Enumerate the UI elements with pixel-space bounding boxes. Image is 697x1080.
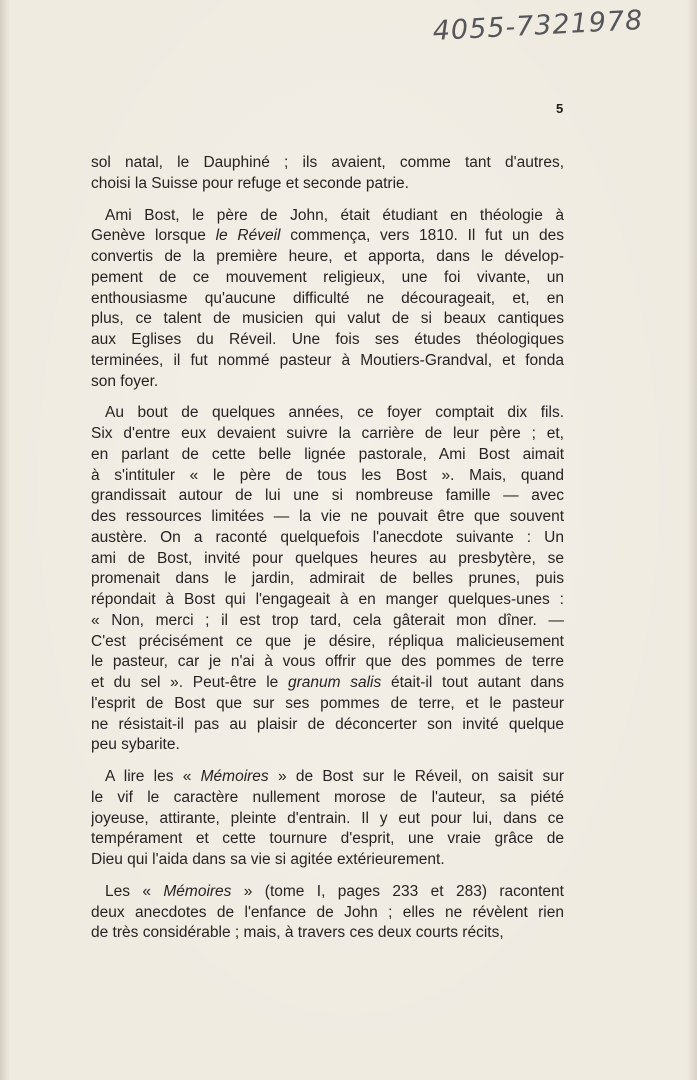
- text-line: aux Eglises du Réveil. Une fois ses études théologiques: [91, 331, 564, 348]
- text-line: joyeuse, attirante, pleinte d'entrain. Il y eut pour lui, dans ce: [91, 809, 564, 827]
- text-line: ne résistait-il pas au plaisir de déconcerter son invité quelque: [91, 715, 564, 733]
- text-line: « Non, merci ; il est trop tard, cela gâterait mon dîner. —: [91, 611, 564, 629]
- italic-text: Mémoires: [200, 768, 269, 785]
- text-line: peu sybarite.: [91, 736, 180, 754]
- text-line: en parlant de cette belle lignée pastorale, Ami Bost aimait: [91, 445, 564, 463]
- text-line: Genève lorsque le Réveil commença, vers 1810. Il fut un des: [91, 227, 564, 245]
- text-line: grandissait autour de lui une si nombreuse famille — avec: [91, 487, 564, 505]
- text-line: pement de ce mouvement religieux, une foi vivante, un: [91, 268, 564, 286]
- text-line: convertis de la première heure, et apporta, dans le dévelop-: [91, 248, 564, 265]
- text-line: des ressources limitées — la vie ne pouvait être que souvent: [91, 508, 564, 525]
- text-line: tempérament et cette tournure d'esprit, une vraie grâce de: [91, 830, 564, 848]
- text-line: ami de Bost, invité pour quelques heures au presbytère, se: [91, 549, 564, 567]
- text-line: Dieu qui l'aida dans sa vie si agitée extérieurement.: [91, 851, 445, 868]
- italic-text: granum salis: [287, 674, 382, 691]
- text-line: enthousiasme qu'aucune difficulté ne décourageait, et, en: [91, 289, 564, 307]
- text-line: austère. On a raconté quelquefois l'anecdote suivante : Un: [91, 528, 564, 546]
- paragraph-1: [91, 153, 564, 195]
- text-line: répondait à Bost qui l'engageait à en manger quelques-unes :: [91, 591, 564, 608]
- text-line: Ami Bost, le père de John, était étudiant en théologie à: [105, 206, 564, 224]
- page-edge-shadow-left: [0, 0, 10, 1080]
- paragraph-4: [91, 767, 564, 871]
- text-line: choisi la Suisse pour refuge et seconde patrie.: [91, 174, 409, 192]
- text-line: C'est précisément ce que je désire, répliqua malicieusement: [91, 632, 564, 650]
- handwritten-call-number: 4055-7321978: [432, 4, 645, 47]
- text-line: et du sel ». Peut-être le granum salis était-il tout autant dans: [91, 674, 564, 691]
- text-line: plus, ce talent de musicien qui valut de si beaux cantiques: [91, 310, 564, 328]
- paragraph-2: [91, 206, 564, 393]
- text-line: à s'intituler « le père de tous les Bost ». Mais, quand: [91, 466, 564, 484]
- text-line: de très considérable ; mais, à travers ces deux courts récits,: [91, 924, 504, 942]
- text-line: le vif le caractère nullement morose de l'auteur, sa piété: [91, 788, 564, 806]
- text-line: deux anecdotes de l'enfance de John ; elles ne révèlent rien: [91, 903, 564, 921]
- text-line: terminées, il fut nommé pasteur à Moutiers-Grandval, et fonda: [91, 351, 564, 369]
- text-line: l'esprit de Bost que sur ses pommes de terre, et le pasteur: [91, 694, 564, 712]
- text-line: promenait dans le jardin, admirait de belles prunes, puis: [91, 570, 564, 588]
- page-number: 5: [556, 101, 564, 116]
- text-line: le pasteur, car je n'ai à vous offrir que des pommes de terre: [91, 653, 564, 671]
- paragraph-3: [91, 403, 564, 756]
- body-text: [91, 153, 564, 955]
- italic-text: le Réveil: [215, 227, 281, 245]
- text-line: Six d'entre eux devaient suivre la carrière de leur père ; et,: [91, 425, 564, 442]
- text-line: son foyer.: [91, 372, 159, 390]
- page-edge-shadow-right: [687, 0, 697, 1080]
- paragraph-5: [91, 882, 564, 944]
- text-line: sol natal, le Dauphiné ; ils avaient, comme tant d'autres,: [91, 154, 564, 171]
- text-line: A lire les « Mémoires » de Bost sur le Réveil, on saisit sur: [105, 768, 564, 785]
- text-line: Les « Mémoires » (tome I, pages 233 et 283) racontent: [105, 882, 564, 900]
- text-line: Au bout de quelques années, ce foyer comptait dix fils.: [105, 404, 564, 422]
- italic-text: Mémoires: [163, 882, 232, 900]
